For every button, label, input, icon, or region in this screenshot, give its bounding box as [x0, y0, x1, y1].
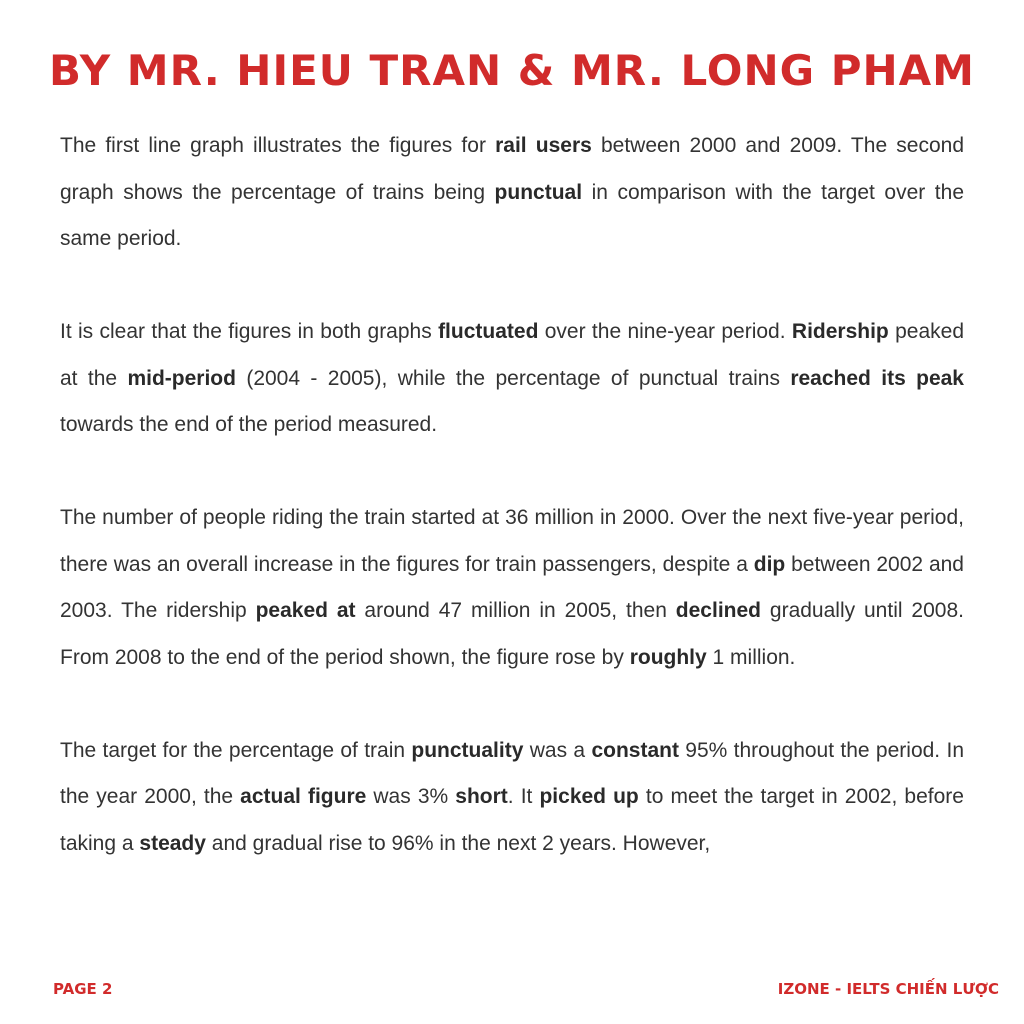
paragraph-overview	[60, 309, 964, 449]
bold-phrase: Ridership	[791, 320, 889, 343]
text-run: was 3%	[366, 785, 456, 808]
bold-phrase: mid-period	[127, 366, 236, 390]
text-run: It is clear that the figures in both graphs	[60, 320, 439, 343]
text-run: The target for the percentage of train	[60, 738, 412, 762]
bold-phrase: declined	[675, 599, 761, 622]
bold-phrase: fluctuated	[438, 320, 539, 343]
bold-phrase: reached its peak	[790, 366, 964, 390]
text-run: The number of people riding the train started at 36 million in 2000. Over the next five-year period, there was an overall increase in the figures for train passengers, despite a	[60, 506, 964, 576]
bold-phrase: rail users	[495, 134, 592, 157]
text-run: to meet the target in 2002, before taking a	[60, 785, 964, 855]
bold-phrase: actual figure	[240, 785, 367, 808]
page-title: BY MR. HIEU TRAN & MR. LONG PHAM	[49, 46, 975, 95]
text-run: (2004 - 2005), while the percentage of punctual trains	[235, 366, 791, 390]
text-run: was a	[523, 738, 592, 762]
text-run: in comparison with the target over the same period.	[60, 180, 965, 250]
text-run: 1 million.	[706, 645, 796, 669]
bold-phrase: picked up	[539, 785, 639, 808]
text-run: towards the end of the period measured.	[60, 413, 438, 436]
page-number: PAGE 2	[53, 980, 113, 998]
text-run: . It	[507, 785, 540, 808]
bold-phrase: constant	[591, 738, 679, 762]
bold-phrase: dip	[753, 552, 786, 576]
text-run: 95% throughout the period. In the year 2000, the	[60, 738, 964, 808]
text-run: over the nine-year period.	[538, 320, 792, 343]
brand-label: IZONE - IELTS CHIẾN LƯỢC	[777, 980, 999, 998]
bold-phrase: peaked at	[255, 599, 356, 622]
paragraph-punctuality	[60, 728, 964, 868]
paragraph-ridership	[60, 495, 964, 681]
bold-phrase: punctual	[494, 180, 583, 204]
text-run: The first line graph illustrates the figures for	[60, 134, 496, 157]
bold-phrase: short	[455, 785, 508, 808]
text-run: around 47 million in 2005, then	[355, 599, 676, 622]
bold-phrase: steady	[139, 831, 206, 855]
text-run: peaked at the	[60, 320, 964, 390]
text-run: and gradual rise to 96% in the next 2 years. However,	[205, 831, 711, 855]
text-run: between 2000 and 2009. The second graph shows the percentage of trains being	[60, 134, 964, 204]
text-run: between 2002 and 2003. The ridership	[60, 552, 964, 622]
paragraph-intro	[60, 123, 964, 263]
essay-body	[60, 123, 964, 914]
text-run: gradually until 2008. From 2008 to the end of the period shown, the figure rose by	[60, 599, 964, 669]
bold-phrase: roughly	[629, 645, 707, 669]
bold-phrase: punctuality	[411, 738, 524, 762]
